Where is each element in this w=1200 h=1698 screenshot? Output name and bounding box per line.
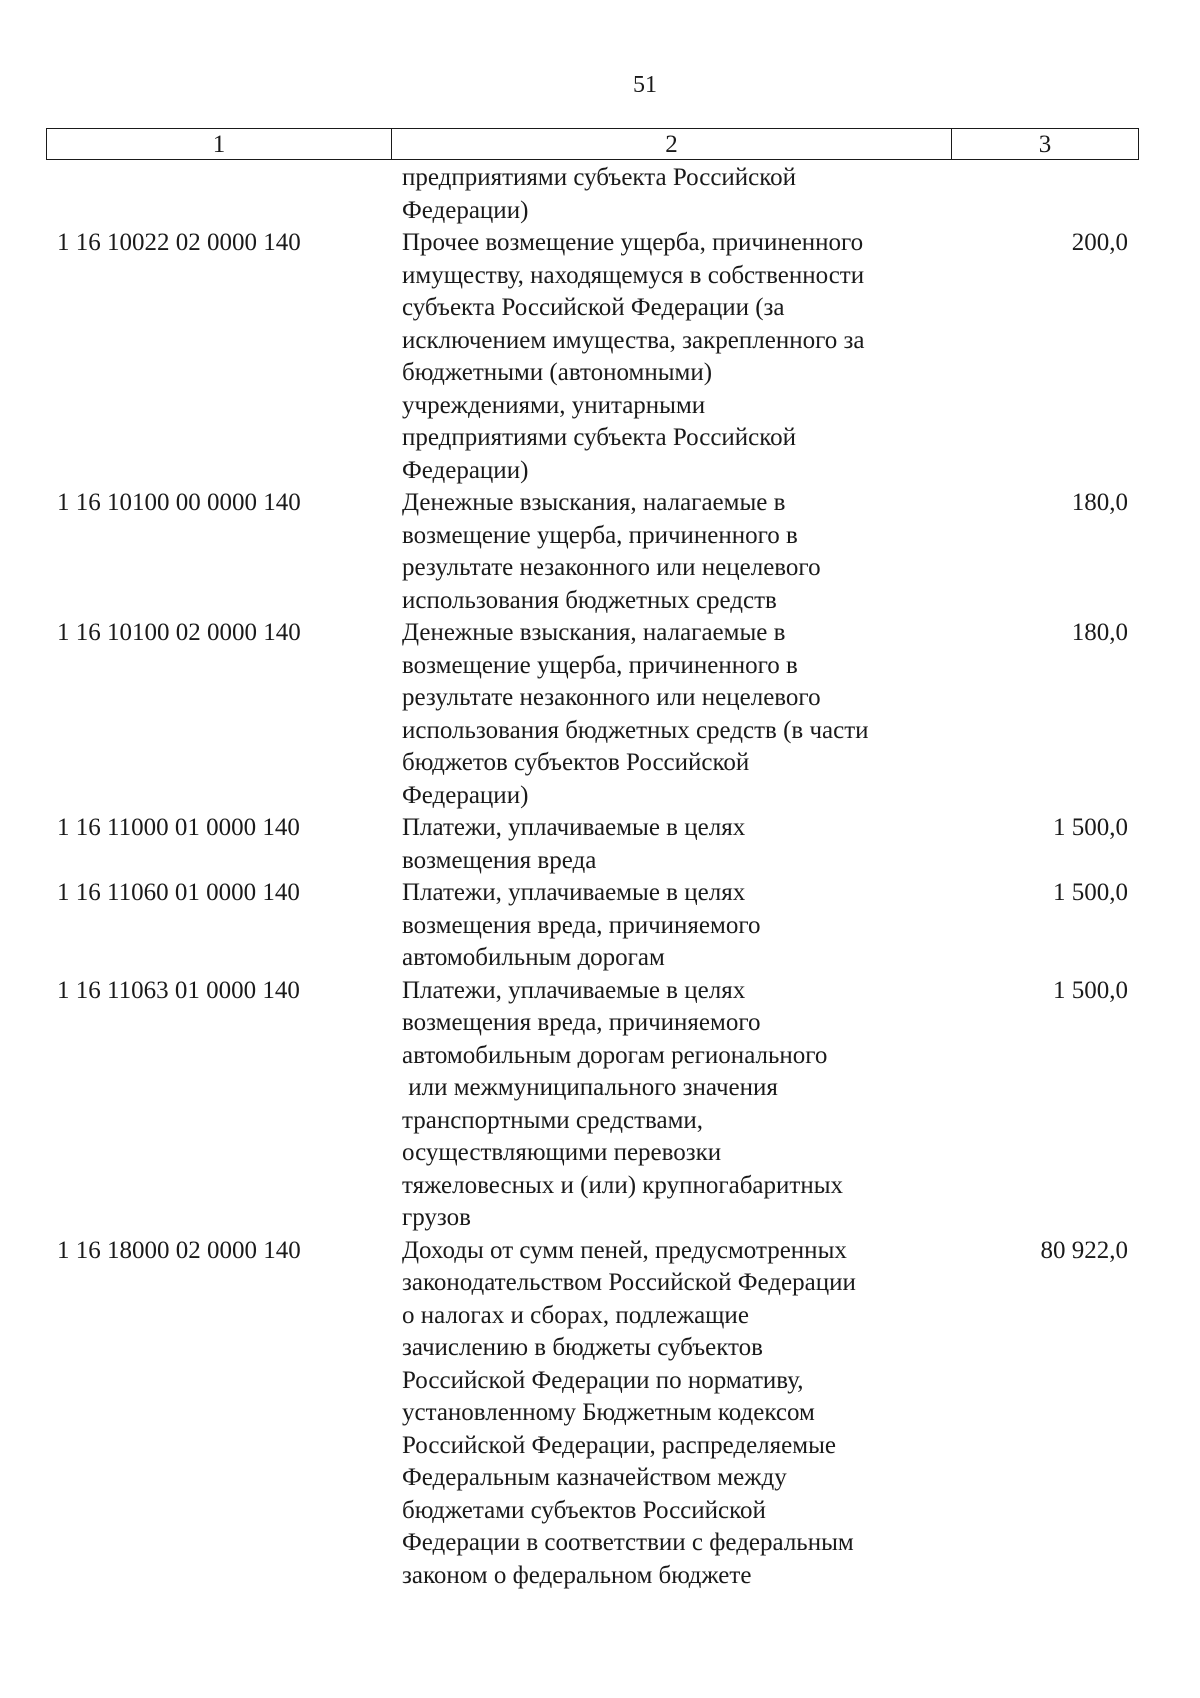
income-name-line: грузов [402, 1204, 471, 1231]
cell-classification-code: 1 16 10100 00 0000 140 [57, 489, 301, 516]
table-row [46, 227, 1139, 487]
cell-income-name [391, 162, 951, 227]
cell-income-name [391, 975, 951, 1235]
cell-income-name [391, 227, 951, 487]
table-row [46, 812, 1139, 877]
income-name-line: Платежи, уплачиваемые в целях [402, 814, 746, 841]
income-name-line: возмещение ущерба, причиненного в [402, 651, 798, 679]
income-name-line: бюджетными (автономными) [402, 359, 713, 386]
cell-amount: 1 500,0 [1053, 976, 1128, 1004]
income-name-line: Федеральным казначейством между [402, 1464, 787, 1491]
income-name-line: тяжеловесных и (или) крупногабаритных [402, 1171, 843, 1199]
income-name-line: или межмуниципального значения [402, 1074, 778, 1101]
income-name-line: бюджетами субъектов Российской [402, 1496, 766, 1524]
cell-classification-code: 1 16 11063 01 0000 140 [57, 976, 300, 1004]
header-cell-code: 1 [47, 129, 392, 159]
income-name-line: Федерации) [402, 196, 529, 224]
cell-income-name [391, 1235, 951, 1593]
cell-income-name [391, 812, 951, 877]
income-name-line: транспортными средствами, [402, 1106, 704, 1134]
cell-income-name [391, 617, 951, 812]
income-name-line: использования бюджетных средств [402, 586, 777, 614]
income-name-line: Федерации в соответствии с федеральным [402, 1529, 854, 1556]
income-name-line: возмещение ущерба, причиненного в [402, 521, 798, 549]
income-name-line: возмещения вреда, причиняемого [402, 1009, 761, 1036]
cell-classification-code: 1 16 11060 01 0000 140 [57, 879, 300, 906]
table-header [46, 128, 1139, 160]
table-row [46, 1235, 1139, 1593]
income-name-line: установленному Бюджетным кодексом [402, 1399, 815, 1426]
income-name-line: результате незаконного или нецелевого [402, 554, 821, 581]
table-row [46, 877, 1139, 975]
cell-amount: 180,0 [1071, 489, 1128, 516]
income-name-line: учреждениями, унитарными [402, 391, 706, 419]
cell-amount: 200,0 [1071, 229, 1128, 256]
cell-classification-code: 1 16 10100 02 0000 140 [57, 619, 301, 646]
income-name-line: имуществу, находящемуся в собственности [402, 261, 865, 289]
income-name-line: зачислению в бюджеты субъектов [402, 1334, 763, 1361]
cell-classification-code: 1 16 11000 01 0000 140 [57, 814, 300, 841]
income-name-line: предприятиями субъекта Российской [402, 424, 797, 451]
income-name-line: Прочее возмещение ущерба, причиненного [402, 229, 864, 256]
income-name-line: Денежные взыскания, налагаемые в [402, 619, 786, 646]
income-name-line: Платежи, уплачиваемые в целях [402, 976, 746, 1004]
table-row [46, 487, 1139, 617]
income-name-line: результате незаконного или нецелевого [402, 684, 821, 711]
income-name-line: о налогах и сборах, подлежащие [402, 1301, 749, 1329]
income-name-line: использования бюджетных средств (в части [402, 716, 869, 744]
income-name-line: Платежи, уплачиваемые в целях [402, 879, 746, 906]
cell-income-name [391, 487, 951, 617]
table-row [46, 975, 1139, 1235]
income-name-line: исключением имущества, закрепленного за [402, 326, 865, 354]
income-name-line: возмещения вреда, причиняемого [402, 911, 761, 939]
table-row [46, 162, 1139, 227]
income-name-line: автомобильным дорогам [402, 944, 665, 971]
cell-amount: 180,0 [1071, 619, 1128, 646]
header-cell-name: 2 [392, 129, 952, 159]
income-name-line: Денежные взыскания, налагаемые в [402, 489, 786, 516]
page-number: 51 [633, 72, 657, 98]
income-name-line: Федерации) [402, 456, 529, 484]
table-row [46, 617, 1139, 812]
income-name-line: возмещения вреда [402, 846, 597, 874]
income-name-line: Федерации) [402, 781, 529, 809]
table-body [46, 162, 1139, 1592]
cell-amount: 1 500,0 [1053, 879, 1128, 906]
header-cell-amount: 3 [1038, 131, 1052, 158]
cell-amount: 1 500,0 [1053, 814, 1128, 841]
income-name-line: законодательством Российской Федерации [402, 1269, 856, 1296]
income-name-line: автомобильным дорогам регионального [402, 1041, 828, 1069]
cell-classification-code: 1 16 18000 02 0000 140 [57, 1236, 301, 1264]
cell-income-name [391, 877, 951, 975]
cell-amount: 80 922,0 [1040, 1236, 1128, 1264]
income-name-line: предприятиями субъекта Российской [402, 164, 797, 191]
cell-classification-code: 1 16 10022 02 0000 140 [57, 229, 301, 256]
income-name-line: субъекта Российской Федерации (за [402, 294, 785, 321]
income-name-line: Доходы от сумм пеней, предусмотренных [402, 1236, 847, 1264]
income-name-line: Российской Федерации, распределяемые [402, 1431, 836, 1459]
income-name-line: бюджетов субъектов Российской [402, 749, 750, 776]
income-name-line: Российской Федерации по нормативу, [402, 1366, 804, 1394]
income-name-line: законом о федеральном бюджете [402, 1561, 752, 1589]
income-name-line: осуществляющими перевозки [402, 1139, 722, 1166]
